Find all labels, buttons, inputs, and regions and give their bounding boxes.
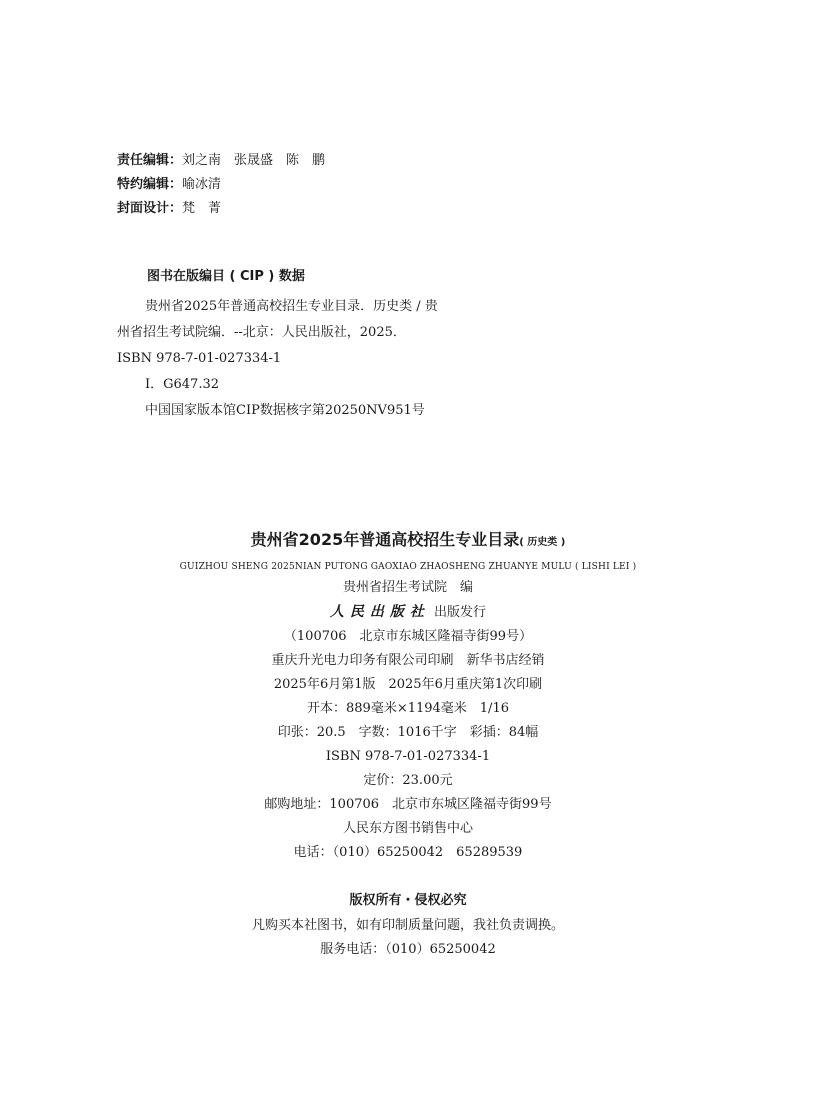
book-title xyxy=(0,527,816,556)
editor-value: 刘之南 张晟盛 陈 鹏 xyxy=(182,153,326,168)
editor-row-cover xyxy=(117,197,325,221)
price: 定价：23.00元 xyxy=(363,773,453,788)
cip-line: ISBN 978-7-01-027334-1 xyxy=(117,351,282,366)
editor-label: 责任编辑： xyxy=(117,153,183,168)
rights-heading: 版权所有・侵权必究 xyxy=(349,893,467,908)
publisher-suffix: 出版发行 xyxy=(429,605,487,620)
editor-value: 梵 菁 xyxy=(182,201,222,216)
editor-label: 特约编辑： xyxy=(117,177,183,192)
publisher-address: （100706 北京市东城区隆福寺街99号） xyxy=(283,629,533,644)
compiler: 贵州省招生考试院 编 xyxy=(342,580,473,595)
isbn: ISBN 978-7-01-027334-1 xyxy=(325,749,491,764)
format-info: 开本：889毫米×1194毫米 1/16 xyxy=(307,701,509,716)
printer-info: 重庆升光电力印务有限公司印刷 新华书店经销 xyxy=(271,653,545,668)
book-title-pinyin: GUIZHOU SHENG 2025NIAN PUTONG GAOXIAO ZHAOSHENG ZHUANYE MULU ( LISHI LEI ) xyxy=(179,562,637,572)
book-title-main: 贵州省2025年普通高校招生专业目录 xyxy=(250,530,520,549)
phone: 电话：（010）65250042 65289539 xyxy=(293,845,523,860)
editor-row-responsible xyxy=(117,149,325,173)
colophon-block xyxy=(0,527,816,865)
sheets-info: 印张：20.5 字数：1016千字 彩插：84幅 xyxy=(277,725,539,740)
service-phone: 服务电话：（010）65250042 xyxy=(320,942,496,957)
publisher-line xyxy=(0,600,816,625)
cip-line: 中国国家版本馆CIP数据核字第20250NV951号 xyxy=(145,403,425,418)
rights-notice: 凡购买本社图书，如有印制质量问题，我社负责调换。 xyxy=(251,918,564,933)
cip-line: 贵州省2025年普通高校招生专业目录．历史类 / 贵 xyxy=(145,299,438,314)
publisher-logo: 人民出版社 xyxy=(329,604,430,620)
editors-block xyxy=(117,149,325,221)
editor-row-special xyxy=(117,173,325,197)
mail-address: 邮购地址：100706 北京市东城区隆福寺街99号 xyxy=(264,797,552,812)
book-title-sub: ( 历史类 ) xyxy=(519,537,566,548)
edition-info: 2025年6月第1版 2025年6月重庆第1次印刷 xyxy=(273,677,543,692)
sales-center: 人民东方图书销售中心 xyxy=(342,821,473,836)
rights-block xyxy=(0,888,816,962)
cip-line: Ⅰ．G647.32 xyxy=(145,377,220,392)
cip-title: 图书在版编目 ( CIP ) 数据 xyxy=(147,269,305,284)
cip-line: 州省招生考试院编．--北京：人民出版社，2025． xyxy=(117,325,406,340)
editor-label: 封面设计： xyxy=(117,201,183,216)
cip-block xyxy=(117,294,438,424)
editor-value: 喻冰清 xyxy=(182,177,222,192)
